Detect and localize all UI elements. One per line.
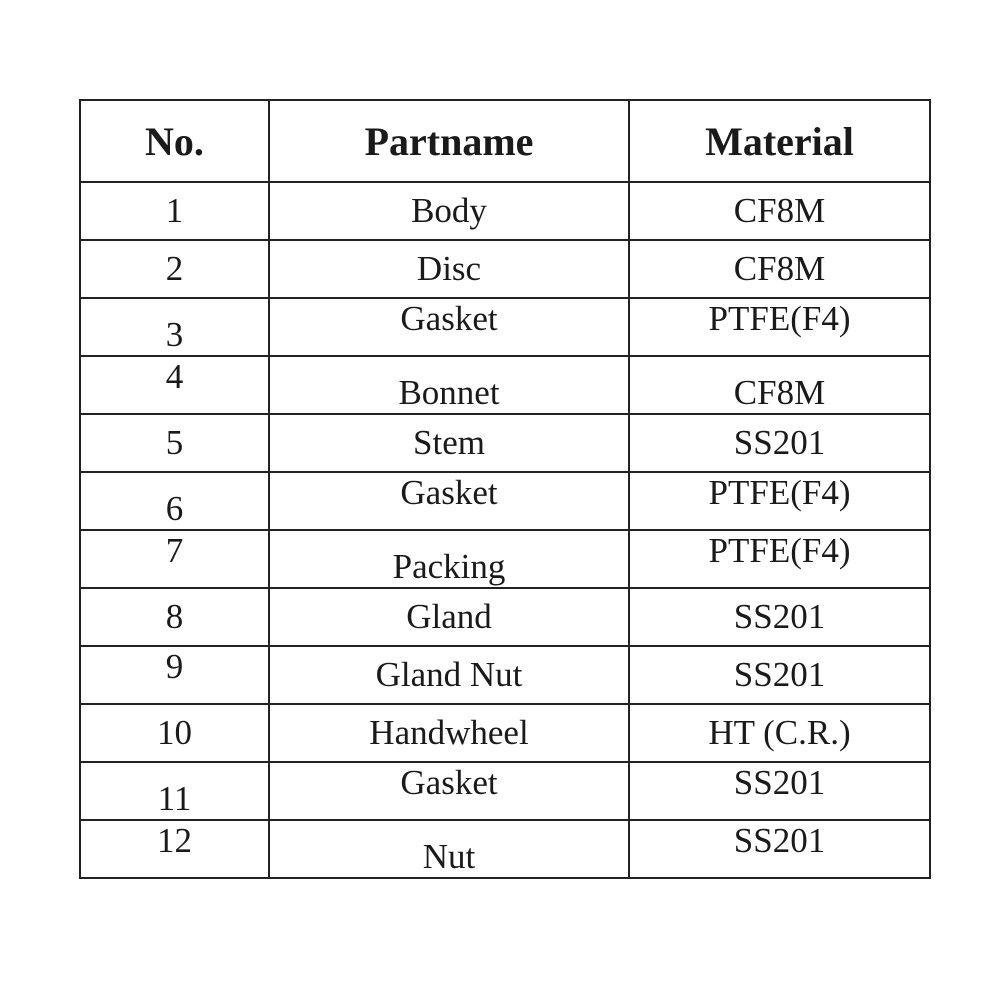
row-9-partname: Gland Nut — [375, 655, 523, 694]
table-row — [80, 704, 930, 762]
cell-no — [80, 704, 269, 762]
cell-no — [80, 356, 269, 414]
cell-material — [629, 646, 930, 704]
table-row — [80, 472, 930, 530]
cell-no — [80, 762, 269, 820]
row-11-material: SS201 — [733, 763, 826, 802]
table-row — [80, 182, 930, 240]
row-6-material: PTFE(F4) — [708, 473, 851, 512]
row-12-partname: Nut — [422, 837, 476, 876]
cell-no — [80, 530, 269, 588]
row-1-partname: Body — [411, 191, 487, 230]
cell-partname — [269, 414, 629, 472]
cell-partname — [269, 646, 629, 704]
row-11-partname: Gasket — [400, 763, 498, 802]
table-row — [80, 298, 930, 356]
cell-material — [629, 472, 930, 530]
row-9-no: 9 — [165, 647, 184, 686]
cell-material — [629, 530, 930, 588]
row-3-material: PTFE(F4) — [708, 299, 851, 338]
row-10-no: 10 — [157, 713, 192, 752]
table-row — [80, 646, 930, 704]
table-row — [80, 820, 930, 878]
row-8-no: 8 — [165, 597, 184, 636]
row-4-material: CF8M — [733, 373, 826, 412]
row-4-partname: Bonnet — [398, 373, 500, 412]
table-row — [80, 762, 930, 820]
row-7-material: PTFE(F4) — [708, 531, 851, 570]
table-row — [80, 240, 930, 298]
header-no: No. — [80, 100, 269, 182]
cell-partname — [269, 182, 629, 240]
cell-no — [80, 588, 269, 646]
cell-partname — [269, 472, 629, 530]
cell-partname — [269, 298, 629, 356]
header-row — [80, 100, 930, 182]
row-5-no: 5 — [165, 423, 184, 462]
parts-material-table — [79, 99, 931, 879]
cell-material — [629, 240, 930, 298]
row-3-no: 3 — [165, 315, 184, 354]
cell-no — [80, 240, 269, 298]
table-row — [80, 356, 930, 414]
cell-material — [629, 704, 930, 762]
row-4-no: 4 — [165, 357, 184, 396]
cell-material — [629, 820, 930, 878]
row-7-no: 7 — [165, 531, 184, 570]
row-6-partname: Gasket — [400, 473, 498, 512]
cell-partname — [269, 820, 629, 878]
row-5-partname: Stem — [413, 423, 485, 462]
row-9-material: SS201 — [733, 655, 826, 694]
table-row — [80, 530, 930, 588]
cell-partname — [269, 240, 629, 298]
cell-material — [629, 762, 930, 820]
row-5-material: SS201 — [733, 423, 826, 462]
row-10-material: HT (C.R.) — [708, 713, 851, 752]
row-3-partname: Gasket — [400, 299, 498, 338]
table-row — [80, 414, 930, 472]
row-2-partname: Disc — [416, 249, 482, 288]
row-8-material: SS201 — [733, 597, 826, 636]
cell-no — [80, 646, 269, 704]
cell-partname — [269, 588, 629, 646]
cell-material — [629, 298, 930, 356]
row-2-material: CF8M — [733, 249, 826, 288]
row-1-material: CF8M — [733, 191, 826, 230]
cell-material — [629, 182, 930, 240]
cell-no — [80, 472, 269, 530]
cell-partname — [269, 704, 629, 762]
cell-no — [80, 182, 269, 240]
cell-partname — [269, 530, 629, 588]
cell-partname — [269, 356, 629, 414]
cell-no — [80, 414, 269, 472]
cell-partname — [269, 762, 629, 820]
row-8-partname: Gland — [406, 597, 492, 636]
cell-material — [629, 414, 930, 472]
row-7-partname: Packing — [392, 547, 506, 586]
cell-no — [80, 820, 269, 878]
row-12-no: 12 — [157, 821, 192, 860]
cell-no — [80, 298, 269, 356]
cell-material — [629, 588, 930, 646]
table-row — [80, 588, 930, 646]
cell-material — [629, 356, 930, 414]
row-12-material: SS201 — [733, 821, 826, 860]
row-11-no: 11 — [157, 779, 192, 818]
row-10-partname: Handwheel — [369, 713, 529, 752]
row-2-no: 2 — [165, 249, 184, 288]
header-partname: Partname — [269, 100, 629, 182]
row-6-no: 6 — [165, 489, 184, 528]
row-1-no: 1 — [165, 191, 184, 230]
header-material: Material — [629, 100, 930, 182]
